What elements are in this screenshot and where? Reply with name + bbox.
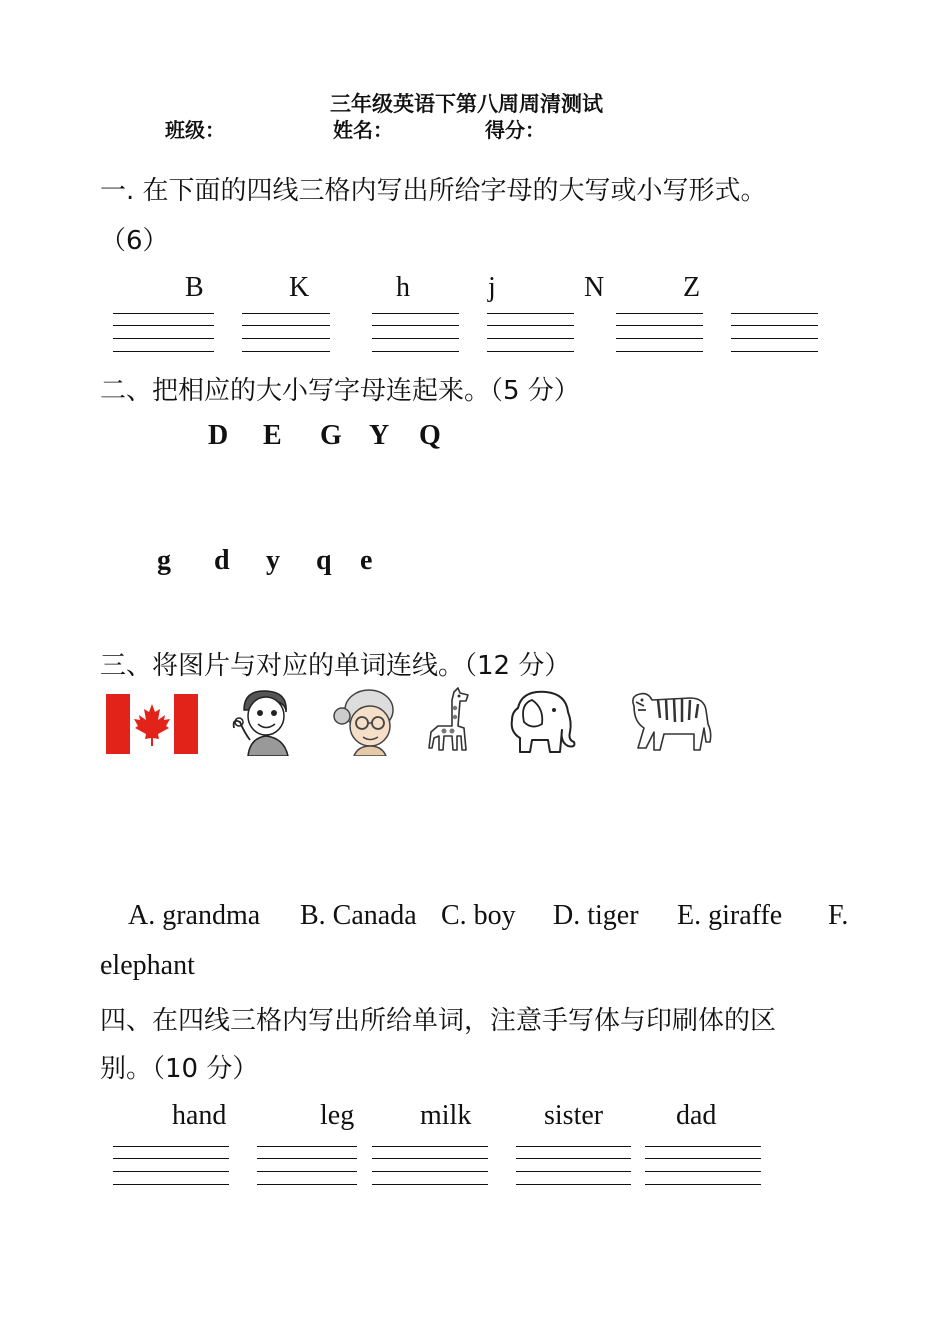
option-item[interactable]: C. boy [441, 900, 516, 931]
lower-letter[interactable]: g [157, 545, 171, 576]
option-item-wrap[interactable]: elephant [100, 950, 195, 981]
word-item: leg [320, 1100, 355, 1131]
section2-heading: 二、把相应的大小写字母连起来。（5 分） [100, 376, 580, 406]
section4-heading: 四、在四线三格内写出所给单词，注意手写体与印刷体的区 [100, 1006, 777, 1036]
letter-item: j [488, 272, 496, 303]
canada-flag-icon[interactable] [106, 694, 198, 754]
letter-item: B [185, 272, 204, 303]
four-line-grid[interactable] [113, 1146, 229, 1186]
option-item[interactable]: D. tiger [553, 900, 639, 931]
word-item: hand [172, 1100, 227, 1131]
class-label: 班级： [165, 118, 225, 142]
letter-item: h [396, 272, 410, 303]
score-label: 得分： [485, 118, 545, 142]
word-item: dad [676, 1100, 717, 1131]
lower-letter[interactable]: q [316, 545, 332, 576]
letter-item: K [289, 272, 310, 303]
upper-letter[interactable]: Q [419, 420, 441, 451]
four-line-grid[interactable] [516, 1146, 631, 1186]
four-line-grid[interactable] [487, 313, 574, 353]
four-line-grid[interactable] [616, 313, 703, 353]
word-item: sister [544, 1100, 604, 1131]
upper-letter[interactable]: Y [369, 420, 390, 451]
grandma-icon[interactable] [332, 686, 406, 756]
four-line-grid[interactable] [372, 1146, 488, 1186]
lower-letter[interactable]: d [214, 545, 230, 576]
name-label: 姓名： [333, 118, 393, 142]
option-item[interactable]: E. giraffe [677, 900, 783, 931]
elephant-icon[interactable] [502, 686, 582, 756]
tiger-icon[interactable] [620, 684, 716, 756]
word-item: milk [420, 1100, 472, 1131]
lower-letter[interactable]: y [266, 545, 280, 576]
upper-letter[interactable]: E [263, 420, 282, 451]
four-line-grid[interactable] [242, 313, 330, 353]
four-line-grid[interactable] [113, 313, 214, 353]
option-item[interactable]: B. Canada [300, 900, 417, 931]
giraffe-icon[interactable] [424, 686, 480, 754]
upper-letter[interactable]: D [208, 420, 229, 451]
page-title: 三年级英语下第八周周清测试 [330, 92, 603, 116]
four-line-grid[interactable] [372, 313, 459, 353]
option-item[interactable]: A. grandma [128, 900, 261, 931]
section1-points: （6） [100, 226, 169, 256]
section1-heading: 一. 在下面的四线三格内写出所给字母的大写或小写形式。 [100, 176, 767, 206]
four-line-grid[interactable] [257, 1146, 357, 1186]
lower-letter[interactable]: e [360, 545, 373, 576]
four-line-grid[interactable] [731, 313, 818, 353]
four-line-grid[interactable] [645, 1146, 761, 1186]
letter-item: N [584, 272, 605, 303]
section3-heading: 三、将图片与对应的单词连线。（12 分） [100, 651, 571, 681]
letter-item: Z [683, 272, 701, 303]
option-item[interactable]: F. [828, 900, 849, 931]
section4-heading-cont: 别。（10 分） [100, 1054, 259, 1084]
boy-icon[interactable] [230, 688, 296, 756]
upper-letter[interactable]: G [320, 420, 342, 451]
